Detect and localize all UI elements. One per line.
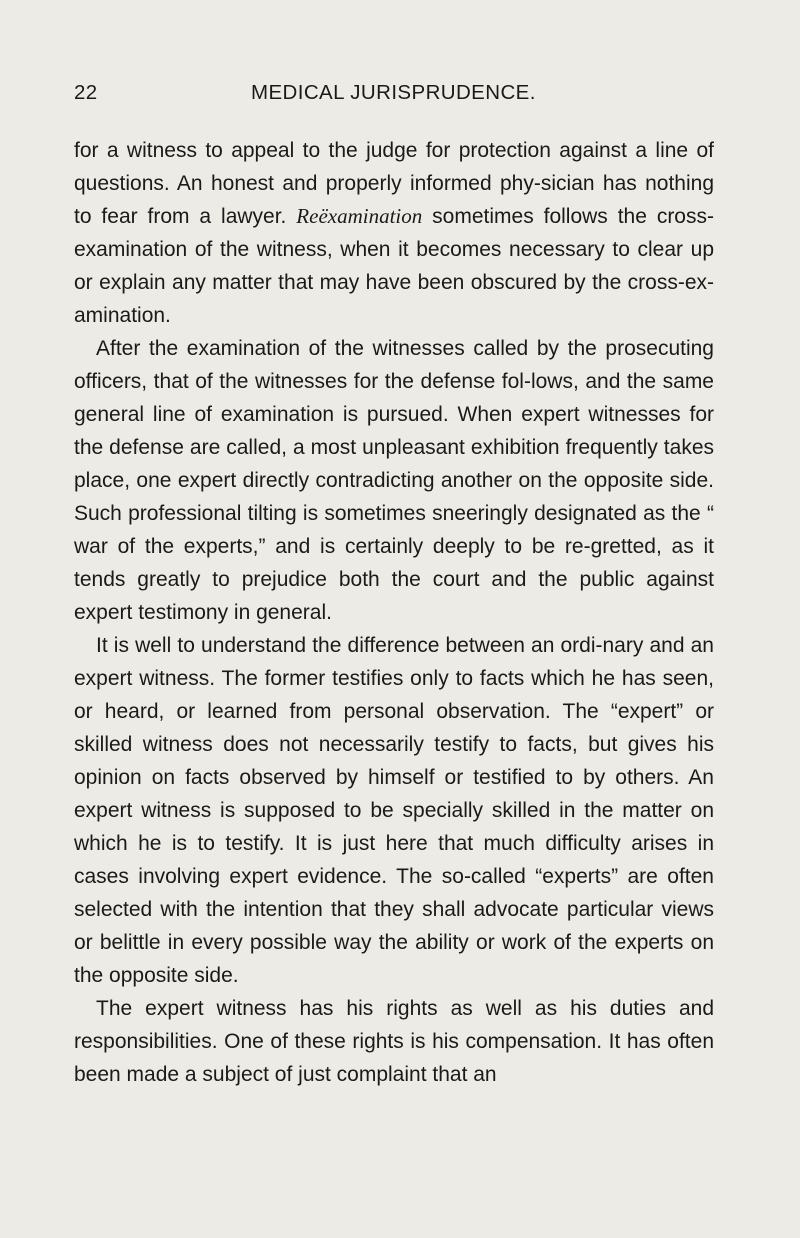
paragraph-3: It is well to understand the difference between an ordi-nary and an expert witness. The former testifies only to facts which he has seen, or heard, or learned from personal observation. The “expert” or skilled witness does not necessarily testify to facts, but gives his opinion on facts observed by himself or testified to by others. An expert witness is supposed to be specially skilled in the matter on which he is to testify. It is just here that much difficulty arises in cases involving expert evidence. The so-called “experts” are often selected with the intention that they shall advocate particular views or belittle in every possible way the ability or work of the experts on the opposite side.	[74, 634, 714, 987]
paragraph-1-text-end: sometimes follows the cross-examination of the witness, when it becomes necessary to clear up or explain any matter that may have been obscured by the cross-ex-amination.	[74, 205, 714, 327]
paragraph-4: The expert witness has his rights as well as his duties and responsibilities. One of these rights is his compensation. It has often been made a subject of just complaint that an	[74, 997, 714, 1086]
body-text	[74, 134, 714, 1091]
page-number: 22	[74, 81, 98, 104]
reexamination-term: Reëxamination	[296, 204, 423, 228]
paragraph-1	[74, 134, 714, 332]
running-head	[74, 78, 714, 108]
paragraph-1-text-start: for a witness to appeal to the judge for protection against a line of questions. An honest and properly informed phy-sician has nothing to fear from a lawyer.	[74, 139, 714, 228]
paragraph-2: After the examination of the witnesses called by the prosecuting officers, that of the witnesses for the defense fol-lows, and the same general line of examination is pursued. When expert witnesses for the defense are called, a most unpleasant exhibition frequently takes place, one expert directly contradicting another on the opposite side. Such professional tilting is sometimes sneeringly designated as the “ war of the experts,” and is certainly deeply to be re-gretted, as it tends greatly to prejudice both the court and the public against expert testimony in general.	[74, 337, 714, 624]
book-page	[74, 78, 714, 1091]
running-title: MEDICAL JURISPRUDENCE.	[251, 81, 536, 104]
